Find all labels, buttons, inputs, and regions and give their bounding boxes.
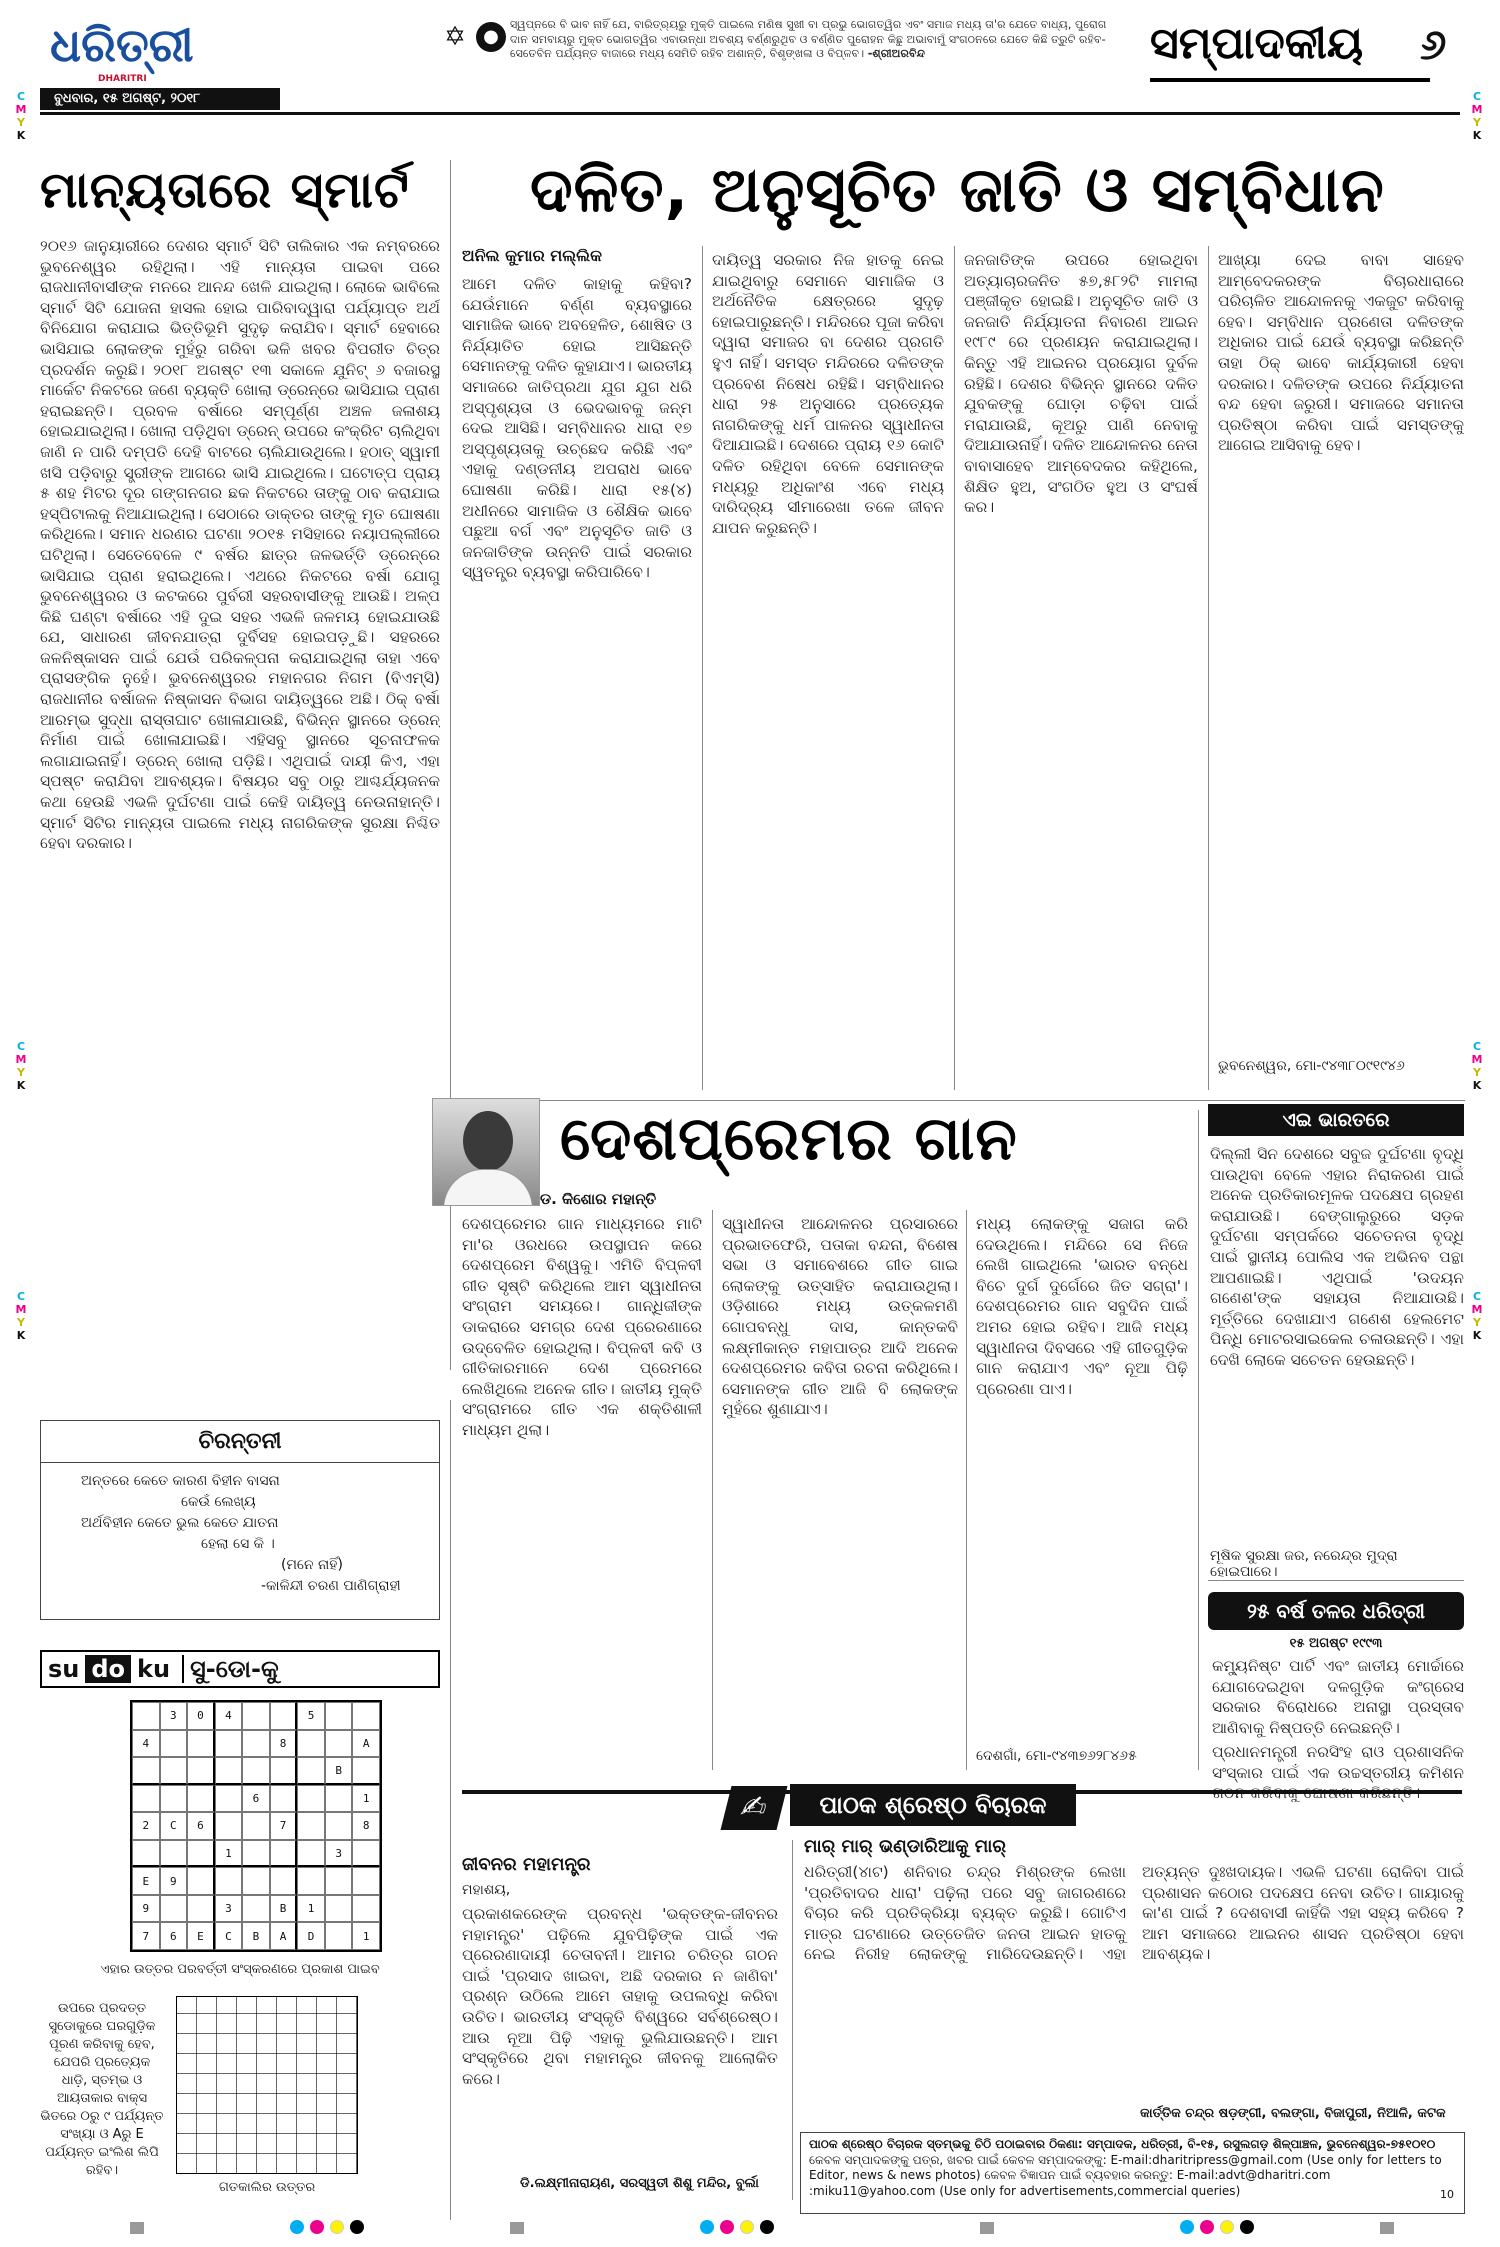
cmyk-marker-right-top: C M Y K — [1471, 90, 1483, 142]
letter-2-body: ଧରିତ୍ରୀ(୪ାଟ) ଶନିବାର ଚନ୍ଦ୍ର ମିଶ୍ରଙ୍କ ଲେଖା 'ପ୍ରତିବାଦର ଧାରା' ପଢ଼ିଲା ପରେ ସବୁ ଜାଗରଣରେ ବିଚାର କରି ପ୍ରତିକ୍ରିୟା ବ୍ୟକ୍ତ କରୁଛି। ଗୋଟିଏ ମାତ୍ର ଘଟଣାରେ ଉତ୍ତେଜିତ ଜନତା ଆଇନ ହାତକୁ ନେଇ ନିରୀହ ଲୋକଙ୍କୁ ମାରିଦେଉଛନ୍ତି। ଏହା ଅତ୍ୟନ୍ତ ଦୁଃଖଦାୟକ। ଏଭଳି ଘଟଣା ରୋକିବା ପାଇଁ ପ୍ରଶାସନ କଠୋର ପଦକ୍ଷେପ ନେବା ଉଚିତ। ଗାୟାରକୁ କା'ଣ ପାଇଁ ? ଦେଶବାସୀ କାହିଁକି ଏହା ସହ୍ୟ କରିବେ ? ଆମ ସମାଜରେ ଆଇନର ଶାସନ ପ୍ରତିଷ୍ଠା ହେବା ଆବଶ୍ୟକ। — [804, 1863, 1464, 1964]
sudoku-cell[interactable] — [325, 1812, 353, 1840]
registration-marks — [0, 2214, 1500, 2244]
sudoku-cell[interactable] — [297, 1867, 325, 1895]
letter-1-salutation: ମହାଶୟ, — [462, 1882, 511, 1898]
sudoku-cell[interactable] — [187, 1785, 215, 1813]
sudoku-cell[interactable]: 1 — [352, 1785, 380, 1813]
sudoku-cell[interactable] — [187, 1895, 215, 1923]
sudoku-cell[interactable]: A — [270, 1922, 298, 1950]
second-body-col1: ଦେଶପ୍ରେମର ଗାନ ମାଧ୍ୟମରେ ମାଟି ମା'ର ଓରଧରେ ଉପସ୍ଥାପନ କରେ ଦେଶପ୍ରେମ ବିଶ୍ୱକୁ। ଏମିତି ବିପ୍ଳବୀ ଗୀତ ସୃଷ୍ଟି କରିଥିଲେ ଆମ ସ୍ୱାଧୀନତା ସଂଗ୍ରାମ ସମୟରେ। ଗାନ୍ଧିଜୀଙ୍କ ଡାକରାରେ ସମଗ୍ର ଦେଶ ପ୍ରେରଣାରେ ଉଦ୍‌ବେଳିତ ହୋଇଥିଲା। ବିପ୍ଳବୀ କବି ଓ ଗୀତିକାରମାନେ ଦେଶ ପ୍ରେମରେ ଲେଖିଥିଲେ ଅନେକ ଗୀତ। ଜାତୀୟ ମୁକ୍ତି ସଂଗ୍ରାମରେ ଗୀତ ଏକ ଶକ୍ତିଶାଳୀ ମାଧ୍ୟମ ଥିଲା। — [462, 1215, 702, 1439]
sudoku-cell[interactable]: 8 — [352, 1812, 380, 1840]
sudoku-cell[interactable]: 3 — [160, 1702, 188, 1730]
author-photo — [432, 1098, 540, 1206]
sudoku-cell[interactable]: 1 — [297, 1895, 325, 1923]
page-number: ୬ — [1420, 20, 1447, 69]
sudoku-cell[interactable]: 0 — [187, 1702, 215, 1730]
sudoku-cell[interactable]: 9 — [132, 1895, 160, 1923]
chirantani-title: ଚିରନ୍ତନୀ — [198, 1429, 282, 1454]
chirantani-line-2: କେଉଁ ଲେଖ୍ୟ — [181, 1494, 256, 1510]
sudoku-cell[interactable] — [242, 1702, 270, 1730]
sudoku-cell[interactable] — [297, 1757, 325, 1785]
letter-1-body: ପ୍ରକାଶକରେଙ୍କ ପ୍ରବନ୍ଧ 'ଭକ୍ତଙ୍କ-ଜୀବନର ମହାମନ୍ତ୍ର' ପଢ଼ିଲେ ଯୁବପିଢ଼ିଙ୍କ ପାଇଁ ଏକ ପ୍ରେରଣାଦାୟୀ ଚେତାବନୀ। ଆମର ଚରିତ୍ର ଗଠନ ପାଇଁ 'ପ୍ରସାଦ ଖାଇବା, ଅଛି ଦରକାର ନ ଜାଣିବା' ପ୍ରଶ୍ନ ଉଠିଲେ ଆମେ ତାହାକୁ ଉପଲବ୍ଧି କରିବା ଉଚିତ। ଭାରତୀୟ ସଂସ୍କୃତି ବିଶ୍ୱରେ ସର୍ବଶ୍ରେଷ୍ଠ। ଆଉ ନୂଆ ପିଢ଼ି ଏହାକୁ ଭୁଲିଯାଉଛନ୍ତି। ଆମ ସଂସ୍କୃତିରେ ଥିବା ମହାମନ୍ତ୍ର ଜୀବନକୁ ଆଲୋକିତ କରେ। — [462, 1905, 778, 2088]
sudoku-cell[interactable] — [297, 1840, 325, 1868]
cmyk-marker-left-top: C M Y K — [15, 90, 27, 142]
letter-2-signature: କାର୍ତ୍ତିକ ଚନ୍ଦ୍ର ଷଡ଼ଙ୍ଗୀ, ବଲଙ୍ଗା, ବିଜାପୁରୀ, ନିଆଳି, କଟକ — [1140, 2106, 1446, 2121]
sudoku-cell[interactable] — [187, 1840, 215, 1868]
sudoku-cell[interactable]: 4 — [215, 1702, 243, 1730]
rule-second-2 — [966, 1210, 967, 1770]
sudoku-cell[interactable]: 9 — [160, 1867, 188, 1895]
sudoku-cell[interactable] — [270, 1840, 298, 1868]
sudoku-cell[interactable] — [242, 1840, 270, 1868]
sudoku-cell[interactable] — [242, 1895, 270, 1923]
letters-footer-box — [800, 2132, 1465, 2214]
sudoku-cell[interactable]: 6 — [187, 1812, 215, 1840]
cmyk-marker-right-mid: C M Y K — [1471, 1040, 1483, 1092]
years-ago-item-1: କମ୍ୟୁନିଷ୍ଟ ପାର୍ଟି ଏବଂ ଜାତୀୟ ମୋର୍ଚ୍ଚାରେ ଯୋଗଦେଇଥିବା ଦଳଗୁଡ଼ିକ କଂଗ୍ରେସ ସରକାର ବିରୋଧରେ ଅନାସ୍ଥା ପ୍ରସ୍ତାବ ଆଣିବାକୁ ନିଷ୍ପତ୍ତି ନେଇଛନ୍ତି। — [1212, 1657, 1464, 1737]
second-body-col2: ସ୍ୱାଧୀନତା ଆନ୍ଦୋଳନର ପ୍ରସାରରେ ପ୍ରଭାତଫେରି, ପତାକା ବନ୍ଦନା, ବିଶେଷ ସଭା ଓ ସମାବେଶରେ ଗୀତ ଗାଇ ଲୋକଙ୍କୁ ଉତ୍ସାହିତ କରାଯାଉଥିଲା। ଓଡ଼ିଶାରେ ମଧ୍ୟ ଉତ୍କଳମଣି ଗୋପବନ୍ଧୁ ଦାସ, କାନ୍ତକବି ଲକ୍ଷ୍ମୀକାନ୍ତ ମହାପାତ୍ର ଆଦି ଅନେକ ଦେଶପ୍ରେମର କବିତା ରଚନା କରିଥିଲେ। ସେମାନଙ୍କ ଗୀତ ଆଜି ବି ଲୋକଙ୍କ ମୁହଁରେ ଶୁଣାଯାଏ। — [722, 1215, 958, 1419]
sudoku-cell[interactable] — [215, 1730, 243, 1758]
chirantani-line-5: (ମନେ ନାହିଁ) — [281, 1557, 343, 1573]
sudoku-cell[interactable]: 6 — [160, 1922, 188, 1950]
cmyk-marker-left-low: C M Y K — [15, 1290, 27, 1342]
masthead-rule — [40, 112, 1460, 115]
e-bharatare-body: ଦିଲ୍ଲୀ ସିନ ଦେଶରେ ସବୁଜ ଦୁର୍ଘଟଣା ବୃଦ୍ଧି ପାଉଥିବା ବେଳେ ଏହାର ନିରାକରଣ ପାଇଁ ଅନେକ ପ୍ରତିକାରମୂଳକ ପଦକ୍ଷେପ ଗ୍ରହଣ କରାଯାଉଛି। ବେଙ୍ଗାଲୁରୁରେ ସଡ଼କ ଦୁର୍ଘଟଣା ସମ୍ପର୍କରେ ସଚେତନତା ବୃଦ୍ଧି ପାଇଁ ସ୍ଥାନୀୟ ପୋଲିସ ଏକ ଅଭିନବ ପନ୍ଥା ଆପଣାଇଛି। ଏଥିପାଇଁ 'ଉଦୟନ ଗଣେଶ'ଙ୍କ ସହାୟତା ନିଆଯାଉଛି। ମୂର୍ତ୍ତିରେ ଦେଖାଯାଏ ଗଣେଶ ହେଲମେଟ ପିନ୍ଧି ମୋଟରସାଇକେଲ ଚଳାଉଛନ୍ତି। ଏହା ଦେଖି ଲୋକେ ସଚେତନ ହେଉଛନ୍ତି। — [1210, 1145, 1464, 1369]
sudoku-cell[interactable]: B — [270, 1895, 298, 1923]
sudoku-cell[interactable]: 3 — [325, 1840, 353, 1868]
sudoku-cell[interactable] — [132, 1702, 160, 1730]
sudoku-cell[interactable] — [160, 1840, 188, 1868]
rule-main-3 — [1208, 246, 1209, 1090]
page-footer-number: 10 — [1440, 2188, 1454, 2201]
sudoku-cell[interactable] — [325, 1867, 353, 1895]
sudoku-cell[interactable]: 2 — [132, 1812, 160, 1840]
chirantani-line-1: ଅନ୍ତରେ କେତେ କାରଣ ବିହୀନ ବାସନା — [81, 1473, 280, 1489]
sudoku-cell[interactable] — [352, 1757, 380, 1785]
date-bar: ବୁଧବାର, ୧୫ ଅଗଷ୍ଟ, ୨୦୧୮ — [40, 88, 280, 110]
sudoku-cell[interactable] — [325, 1895, 353, 1923]
main-body-col3: ଜନଜାତିଙ୍କ ଉପରେ ହୋଇଥିବା ଅତ୍ୟାଚାରଜନିତ ୫୭,୫୮୨ଟି ମାମଲା ପଞ୍ଜୀକୃତ ହୋଇଛି। ଅନୁସୂଚିତ ଜାତି ଓ ଜନଜାତି ନିର୍ଯ୍ୟାତନା ନିବାରଣ ଆଇନ ୧୯୮୯ ରେ ପ୍ରଣୟନ କରାଯାଇଥିଲା। କିନ୍ତୁ ଏହି ଆଇନର ପ୍ରୟୋଗ ଦୁର୍ବଳ ରହିଛି। ଦେଶର ବିଭିନ୍ନ ସ୍ଥାନରେ ଦଳିତ ଯୁବକଙ୍କୁ ଘୋଡ଼ା ଚଢ଼ିବା ପାଇଁ ମରାଯାଉଛି, କୂଅରୁ ପାଣି ନେବାକୁ ଦିଆଯାଉନାହିଁ। ଦଳିତ ଆନ୍ଦୋଳନର ନେତା ବାବାସାହେବ ଆମ୍ବେଦକର କହିଥିଲେ, ଶିକ୍ଷିତ ହୁଅ, ସଂଗଠିତ ହୁଅ ଓ ସଂଘର୍ଷ କର। — [964, 251, 1198, 517]
sudoku-answer-label: ଗତକାଲିର ଉତ୍ତର — [218, 2180, 316, 2195]
years-ago-header: ୨୫ ବର୍ଷ ତଳର ଧରିତ୍ରୀ — [1208, 1592, 1464, 1630]
editorial-headline: ମାନ୍ୟତାରେ ସ୍ମାର୍ଟ — [40, 161, 410, 219]
sudoku-cell[interactable]: 4 — [132, 1730, 160, 1758]
sudoku-note: ଏହାର ଉତ୍ତର ପରବର୍ତ୍ତୀ ସଂସ୍କରଣରେ ପ୍ରକାଶ ପାଇବ — [100, 1962, 380, 1977]
main-body-col2: ଦାୟିତ୍ୱ ସରକାର ନିଜ ହାତକୁ ନେଇ ଯାଇଥିବାରୁ ସେମାନେ ସାମାଜିକ ଓ ଅର୍ଥନୈତିକ କ୍ଷେତ୍ରରେ ସୁଦୃଢ଼ ହୋଇପାରୁଛନ୍ତି। ମନ୍ଦିରରେ ପୂଜା କରିବା ଦ୍ୱାରା ସମାଜର ବା ଦେଶର ପ୍ରଗତି ହୁଏ ନାହିଁ। ସମସ୍ତ ମନ୍ଦିରରେ ଦଳିତଙ୍କ ପ୍ରବେଶ ନିଷେଧ ରହିଛି। ସମ୍ବିଧାନର ଧାରା ୨୫ ଅନୁସାରେ ପ୍ରତ୍ୟେକ ନାଗରିକଙ୍କୁ ଧର୍ମ ପାଳନର ସ୍ୱାଧୀନତା ଦିଆଯାଇଛି। ଦେଶରେ ପ୍ରାୟ ୧୬ କୋଟି ଦଳିତ ରହିଥିବା ବେଳେ ସେମାନଙ୍କ ମଧ୍ୟରୁ ଅଧିକାଂଶ ଏବେ ମଧ୍ୟ ଦାରିଦ୍ର୍ୟ ସୀମାରେଖା ତଳେ ଜୀବନ ଯାପନ କରୁଛନ୍ତି। — [712, 251, 944, 537]
masthead-circle-icon: ● — [476, 22, 506, 52]
sudoku-cell[interactable] — [325, 1702, 353, 1730]
sudoku-cell[interactable] — [132, 1840, 160, 1868]
chirantani-line-4: ହେଲା ସେ କି । — [201, 1536, 275, 1552]
sudoku-cell[interactable] — [187, 1867, 215, 1895]
cmyk-marker-left-mid: C M Y K — [15, 1040, 27, 1092]
years-ago-date: ୧୫ ଅଗଷ୍ଟ ୧୯୯୩ — [1289, 1636, 1383, 1651]
main-body-col1: ଆମେ ଦଳିତ କାହାକୁ କହିବା? ଯେଉଁମାନେ ବର୍ଣ୍ଣ ବ୍ୟବସ୍ଥାରେ ସାମାଜିକ ଭାବେ ଅବହେଳିତ, ଶୋଷିତ ଓ ନିର୍ଯ୍ୟାତିତ ହୋଇ ଆସିଛନ୍ତି ସେମାନଙ୍କୁ ଦଳିତ କୁହାଯାଏ। ଭାରତୀୟ ସମାଜରେ ଜାତିପ୍ରଥା ଯୁଗ ଯୁଗ ଧରି ଅସ୍ପୃଶ୍ୟତା ଓ ଭେଦଭାବକୁ ଜନ୍ମ ଦେଇ ଆସିଛି। ସମ୍ବିଧାନର ଧାରା ୧୭ ଅସ୍ପୃଶ୍ୟତାକୁ ଉଚ୍ଛେଦ କରିଛି ଏବଂ ଏହାକୁ ଦଣ୍ଡନୀୟ ଅପରାଧ ଭାବେ ଘୋଷଣା କରିଛି। ଧାରା ୧୫(୪) ଅଧୀନରେ ସାମାଜିକ ଓ ଶୈକ୍ଷିକ ଭାବେ ପଛୁଆ ବର୍ଗ ଏବଂ ଅନୁସୂଚିତ ଜାତି ଓ ଜନଜାତିଙ୍କ ଉନ୍ନତି ପାଇଁ ସରକାର ସ୍ୱତନ୍ତ୍ର ବ୍ୟବସ୍ଥା କରିପାରିବେ। — [462, 275, 692, 582]
section-title: ସମ୍ପାଦକୀୟ — [1150, 18, 1430, 82]
sudoku-cell[interactable] — [242, 1867, 270, 1895]
sudoku-cell[interactable]: 7 — [270, 1812, 298, 1840]
sudoku-cell[interactable] — [132, 1785, 160, 1813]
letters-section-title: ପାଠକ ଶ୍ରେଷ୍ଠ ବିଚାରକ — [790, 1784, 1076, 1826]
chirantani-line-3: ଅର୍ଥବିହୀନ କେତେ ଭୁଲ କେତେ ଯାତନା — [81, 1515, 279, 1531]
sudoku-cell[interactable] — [297, 1812, 325, 1840]
sudoku-cell[interactable]: 7 — [132, 1922, 160, 1950]
years-ago-item-2: ପ୍ରଧାନମନ୍ତ୍ରୀ ନରସିଂହ ରାଓ ପ୍ରଶାସନିକ ସଂସ୍କାର ପାଇଁ ଏକ ଉଚ୍ଚସ୍ତରୀୟ କମିଶନ — [1212, 1743, 1464, 1782]
sudoku-cell[interactable] — [242, 1812, 270, 1840]
masthead-emblem-icon: ✡ — [444, 22, 466, 52]
sudoku-cell[interactable]: 6 — [242, 1785, 270, 1813]
sudoku-grid[interactable] — [130, 1700, 382, 1952]
letters-footer-email-1[interactable]: କେବଳ ସମ୍ପାଦକଙ୍କୁ ପତ୍ର, ଖବର ପାଇଁ କେବଳ ସମ୍ପାଦକଙ୍କୁ: E-mail:dharitripress@gmail.com (Use only for letters to Editor, news & news photos) କେବଳ ବିଜ୍ଞାପନ ପାଇଁ ବ୍ୟବହାର କରନ୍ତୁ: E-mail:advt@dharitri.com — [809, 2152, 1442, 2182]
main-body-col4: ଆଖ୍ୟା ଦେଇ ବାବା ସାହେବ ଆମ୍ବେଦକରଙ୍କ ବିଚାରଧାରାରେ ପରିଚାଳିତ ଆନ୍ଦୋଳନକୁ ଏକଜୁଟ କରିବାକୁ ହେବ। ସମ୍ବିଧାନ ପ୍ରଣେତା ଦଳିତଙ୍କ ଅଧିକାର ପାଇଁ ଯେଉଁ ବ୍ୟବସ୍ଥା କରିଛନ୍ତି ତାହା ଠିକ୍ ଭାବେ କାର୍ଯ୍ୟକାରୀ ହେବା ଦରକାର। ଦଳିତଙ୍କ ଉପରେ ନିର୍ଯ୍ୟାତନା ବନ୍ଦ ହେବା ଜରୁରୀ। ସମାଜରେ ସମାନତା ପ୍ରତିଷ୍ଠା କରିବା ପାଇଁ ସମସ୍ତଙ୍କୁ ଆଗେଇ ଆସିବାକୁ ହେବ। — [1218, 251, 1464, 455]
sudoku-cell[interactable] — [352, 1840, 380, 1868]
sudoku-cell[interactable] — [270, 1867, 298, 1895]
second-body-col3: ମଧ୍ୟ ଲୋକଙ୍କୁ ସଜାଗ କରି ଦେଉଥିଲେ। ମନ୍ଦିରେ ସେ ନିଜେ ଲେଖି ଗାଇଥିଲେ 'ଭାରତ ବନ୍ଧେ ବିଚେ ଦୁର୍ଗ ଦୁର୍ଗେରେ ଜିତ ସଗ୍ରା'। ଦେଶପ୍ରେମର ଗାନ ସବୁଦିନ ପାଇଁ ଅମର ହୋଇ ରହିବ। ଆଜି ମଧ୍ୟ ସ୍ୱାଧୀନତା ଦିବସରେ ଏହି ଗୀତଗୁଡ଼ିକ ଗାନ କରାଯାଏ ଏବଂ ନୂଆ ପିଢ଼ି ପ୍ରେରଣା ପାଏ। — [976, 1215, 1188, 1398]
main-signature: ଭୁବନେଶ୍ୱର, ମୋ-୯୪୩୮୦୯୧୯୪୬ — [1218, 1058, 1405, 1074]
sudoku-cell[interactable] — [215, 1812, 243, 1840]
sudoku-cell[interactable] — [215, 1757, 243, 1785]
letters-footer-email-2[interactable]: :miku11@yahoo.com (Use only for advertisements,commercial queries) — [809, 2183, 1241, 2198]
logo[interactable]: ଧରିତ୍ରୀ — [50, 18, 194, 72]
rule-main-2 — [954, 246, 955, 1090]
rule-main-1 — [702, 246, 703, 1090]
sudoku-cell[interactable]: E — [132, 1867, 160, 1895]
sudoku-cell[interactable] — [352, 1702, 380, 1730]
sudoku-cell[interactable]: C — [215, 1922, 243, 1950]
sudoku-cell[interactable] — [160, 1785, 188, 1813]
masthead — [40, 14, 1480, 114]
sudoku-cell[interactable] — [297, 1785, 325, 1813]
sudoku-instructions: ଉପରେ ପ୍ରଦତ୍ତ ସୁଡୋକୁରେ ଘରଗୁଡ଼ିକ ପୂରଣ କରିବାକୁ ହେବ, ଯେପରି ପ୍ରତ୍ୟେକ ଧାଡ଼ି, ସ୍ତମ୍ଭ ଓ ଆୟତାକାର ବାକ୍ସ ଭିତରେ ୦ରୁ ୯ ପର୍ଯ୍ୟନ୍ତ ସଂଖ୍ୟା ଓ Aରୁ E ପର୍ଯ୍ୟନ୍ତ ଇଂଲିଶ ଲିପି ରହିବ। — [40, 2001, 164, 2178]
main-author: ଅନିଲ କୁମାର ମଲ୍ଲିକ — [462, 246, 602, 265]
sudoku-cell[interactable]: D — [297, 1922, 325, 1950]
sudoku-cell[interactable]: C — [160, 1812, 188, 1840]
rule-lower-left — [450, 1400, 451, 2220]
sudoku-cell[interactable] — [325, 1785, 353, 1813]
quote-text: ସ୍ୱପ୍ନରେ ବି ଭାବ ନାହିଁ ଯେ, ବାରିତ୍ର୍ୟରୁ ମୁକ୍ତି ପାଇଲେ ମଣିଷ ସୁଖୀ ବା ପ୍ରଭୁ ଭୋଗତ୍ୱିର ଏବଂ ସମାଜ ମଧ୍ୟ ତା'ର ଯେତେ ବାଧ୍ୟ, ପୁରୋଗ ଦାନ ସମବାୟରୁ ମୁକ୍ତ ଭୋଗତ୍ୱିର ଏବାଉନ୍ଧା ଅବଶ୍ୟ ବର୍ଣ୍ଣରୁଥିବ ଓ ବର୍ଣ୍ଣିତ ପୁରୋହନ କିଛୁ ଅଭାବାମୁଁ ସଂଗଠନରେ ଯେତେ କିଛି ତ୍ରୁଟି ରହିବ- ସେତେବିନ ପର୍ଯ୍ୟନ୍ତ ବାଜାରେ ମଧ୍ୟ ସେମିତି ରହିବ ଅଶାନ୍ତି, ବିଶୃଙ୍ଖଳା ଓ ବିପ୍ଳବ। -ଶ୍ରୀଅରବିନ୍ଦ — [510, 18, 1107, 60]
sudoku-cell[interactable] — [242, 1730, 270, 1758]
sudoku-answer-grid — [176, 1996, 358, 2174]
sudoku-cell[interactable] — [215, 1867, 243, 1895]
rule-second-3 — [1198, 1110, 1199, 1770]
sudoku-cell[interactable]: 1 — [352, 1922, 380, 1950]
sudoku-cell[interactable] — [132, 1757, 160, 1785]
sudoku-cell[interactable]: 8 — [270, 1730, 298, 1758]
cmyk-marker-right-low: C M Y K — [1471, 1290, 1483, 1342]
sudoku-title: su do ku ସୁ-ଡୋ-କୁ — [40, 1650, 440, 1688]
letter-1-signature: ଡି.ଲକ୍ଷ୍ମୀନାରାୟଣ, ସରସ୍ୱତୀ ଶିଶୁ ମନ୍ଦିର, ବୁର୍ଲା — [520, 2176, 759, 2191]
letter-1-title: ଜୀବନର ମହାମନ୍ତ୍ର — [462, 1854, 591, 1875]
chirantani-author: -କାଳିନ୍ଦୀ ଚରଣ ପାଣିଗ୍ରାହୀ — [261, 1578, 401, 1594]
chirantani-box — [40, 1420, 440, 1620]
sudoku-cell[interactable] — [160, 1895, 188, 1923]
rule-e-bharatare-bottom — [1208, 1580, 1464, 1581]
sudoku-cell[interactable]: B — [325, 1757, 353, 1785]
sudoku-cell[interactable] — [352, 1867, 380, 1895]
second-headline: ଦେଶପ୍ରେମର ଗାନ — [560, 1104, 1018, 1174]
sudoku-cell[interactable] — [242, 1757, 270, 1785]
letters-pen-icon: ✍ — [721, 1786, 788, 1830]
sudoku-cell[interactable] — [270, 1702, 298, 1730]
second-signature: ଦେଶଗାଁ, ମୋ-୯୪୩୭୬୨୮୪୬୫ — [976, 1748, 1137, 1764]
rule-letters-1 — [792, 1840, 793, 2200]
sudoku-cell[interactable] — [297, 1730, 325, 1758]
second-author: ଡ. କିଶୋର ମହାନ୍ତି — [540, 1190, 657, 1208]
sudoku-cell[interactable] — [187, 1757, 215, 1785]
sudoku-cell[interactable] — [270, 1785, 298, 1813]
logo-sub: DHARITRI — [98, 74, 147, 84]
sudoku-cell[interactable] — [160, 1730, 188, 1758]
sudoku-cell[interactable]: E — [187, 1922, 215, 1950]
rule-second-1 — [712, 1210, 713, 1770]
sudoku-cell[interactable] — [187, 1730, 215, 1758]
main-headline: ଦଳିତ, ଅନୁସୂଚିତ ଜାତି ଓ ସମ୍ବିଧାନ — [530, 153, 1385, 226]
letter-2-title: ମାର୍ ମାର୍ ଭଣ୍ଡାରିଆକୁ ମାର୍ — [804, 1836, 1007, 1857]
letters-footer-address: ପାଠକ ଶ୍ରେଷ୍ଠ ବିଚାରକ ସ୍ତମ୍ଭକୁ ଚିଠି ପଠାଇବାର ଠିକଣା: ସମ୍ପାଦକ, ଧରିତ୍ରୀ, ବି-୧୫, ରସୁଲଗଡ଼ ଶିଳ୍ପାଞ୍ଚଳ, ଭୁବନେଶ୍ୱର-୭୫୧୦୧୦ — [809, 2137, 1436, 2151]
sudoku-cell[interactable] — [270, 1757, 298, 1785]
sudoku-cell[interactable] — [325, 1730, 353, 1758]
e-bharatare-signature: ମୂଷିକ ସୁରକ୍ଷା ଜର, ନରେନ୍ଦ୍ର ମୁଦ୍ରା ହୋଇପାରେ। — [1210, 1548, 1398, 1580]
e-bharatare-header: ଏଇ ଭାରତରେ — [1208, 1104, 1464, 1136]
sudoku-cell[interactable] — [352, 1895, 380, 1923]
sudoku-cell[interactable]: B — [242, 1922, 270, 1950]
sudoku-cell[interactable]: 1 — [215, 1840, 243, 1868]
sudoku-cell[interactable] — [215, 1785, 243, 1813]
sudoku-cell[interactable] — [160, 1757, 188, 1785]
sudoku-cell[interactable]: 5 — [297, 1702, 325, 1730]
sudoku-cell[interactable]: A — [352, 1730, 380, 1758]
editorial-body: ୨୦୧୬ ଜାନୁୟାରୀରେ ଦେଶର ସ୍ମାର୍ଟ ସିଟି ତାଲିକାର ଏକ ନମ୍ବରରେ ଭୁବନେଶ୍ୱର ରହିଥିଲା। ଏହି ମାନ୍ୟତା ପାଇବା ପରେ ରାଜଧାନୀବାସୀଙ୍କ ମନରେ ଆନନ୍ଦ ଖେଳି ଯାଇଥିଲା। ଲୋକେ ଭାବିଲେ ସ୍ମାର୍ଟ ସିଟି ଯୋଜନା ହାସଲ ହୋଇ ପାରିବାଦ୍ୱାରା ପର୍ଯ୍ୟାପ୍ତ ଅର୍ଥ ବିନିଯୋଗ କରାଯାଇ ଭିତ୍ତିଭୂମି ସୁଦୃଢ଼ କରାଯିବ। ସ୍ମାର୍ଟ ହେବାରେ ଭାସିଯାଇ ଲୋକଙ୍କ ମୁହଁରୁ ଗରିବା ଭଳି ଖବର ବିପରୀତ ଚିତ୍ର ପ୍ରଦର୍ଶନ କରୁଛି। ୨୦୧୮ ଅଗଷ୍ଟ ୧୩ ସକାଳେ ଯୁନିଟ୍ ୬ ବଜାରସ୍ଥ ମାର୍କେଟ ନିକଟରେ ଜଣେ ବ୍ୟକ୍ତି ଖୋଲା ଡ୍ରେନ୍‌ରେ ଭାସିଯାଇ ପ୍ରାଣ ହରାଇଛନ୍ତି। ପ୍ରବଳ ବର୍ଷାରେ ସମ୍ପୂର୍ଣ୍ଣ ଅଞ୍ଚଳ ଜଳାଶୟ ହୋଇଯାଇଥିଲା। ଖୋଲା ପଡ଼ିଥିବା ଡ୍ରେନ୍ ଉପରେ କଂକ୍ରିଟ ଚାଲିଥିବା ଜାଣି ନ ପାରି ଦମ୍ପତି ଦେହି ବାଟରେ ଚାଲିଯାଉଥିଲେ। ହଠାତ୍ ସ୍ୱାମୀ ଖସି ପଡ଼ିବାରୁ ସ୍ତ୍ରୀଙ୍କ ଆଗରେ ଭାସି ଯାଇଥିଲେ। ଘଟୋତ୍ପ ପ୍ରାୟ ୫ ଶହ ମିଟର ଦୂର ଗଙ୍ଗନଗର ଛକ ନିକଟରେ ତାଙ୍କୁ ଠାବ କରାଯାଇ ହସ୍ପିଟାଲକୁ ନିଆଯାଇଥିଲା। ସେଠାରେ ଡାକ୍ତର ତାଙ୍କୁ ମୃତ ଘୋଷଣା କରିଥିଲେ। ସମାନ ଧରଣର ଘଟଣା ୨୦୧୫ ମସିହାରେ ନୟାପଲ୍ଲୀରେ ଘଟିଥିଲା। ସେତେବେଳେ ୯ ବର୍ଷର ଛାତ୍ର ଜଳଭର୍ତ୍ତି ଡ୍ରେନ୍‌ରେ ଭାସିଯାଇ ପ୍ରାଣ ହରାଇଥିଲେ। ଏଥରେ ନିକଟରେ ବର୍ଷା ଯୋଗୁ ଭୁବନେଶ୍ୱରର ଓ କଟକରେ ପୁର୍ବରୀ ସହରବାସୀଙ୍କୁ ଆଉଛି। ଅଳ୍ପ କିଛି ଘଣ୍ଟା ବର୍ଷାରେ ଏହି ଦୁଇ ସହର ଏଭଳି ଜଳମୟ ହୋଇଯାଉଛି ଯେ, ସାଧାରଣ ଜୀବନଯାତ୍ରା ଦୁର୍ବିସହ ହୋଇପଡ଼ୁଛି। ସହରରେ ଜଳନିଷ୍କାସନ ପାଇଁ ଯେଉଁ ପରିକଳ୍ପନା କରାଯାଇଥିଲା ତାହା ଏବେ ପ୍ରାସଙ୍ଗିକ ନୁହେଁ। ଭୁବନେଶ୍ୱରର ମହାନଗର ନିଗମ (ବିଏମ୍‌ସି) ରାଜଧାନୀର ବର୍ଷାଜଳ ନିଷ୍କାସନ ବିଭାଗ ଦାୟିତ୍ୱରେ ଅଛି। ଠିକ୍ ବର୍ଷା ଆରମ୍ଭ ସୁଦ୍ଧା ରାସ୍ତାଘାଟ ଖୋଳାଯାଉଛି, ବିଭିନ୍ନ ସ୍ଥାନରେ ଡ୍ରେନ୍ ନିର୍ମାଣ ପାଇଁ ଖୋଳାଯାଇଛି। ଏହିସବୁ ସ୍ଥାନରେ ସୂଚନାଫଳକ ଲଗାଯାଇନାହିଁ। ଡ୍ରେନ୍ ଖୋଲା ପଡ଼ିଛି। ଏଥିପାଇଁ ଦାୟୀ କିଏ, ଏହା ସ୍ପଷ୍ଟ କରାଯିବା ଆବଶ୍ୟକ। ବିଷୟର ସବୁ ଠାରୁ ଆଶ୍ଚର୍ଯ୍ୟଜନକ କଥା ହେଉଛି ଏଭଳି ଦୁର୍ଘଟଣା ପାଇଁ କେହି ଦାୟିତ୍ୱ ନେଉନାହାନ୍ତି। ସ୍ମାର୍ଟ ସିଟିର ମାନ୍ୟତା ପାଇଲେ ମଧ୍ୟ ନାଗରିକଙ୍କ ସୁରକ୍ଷା ନିଶ୍ଚିତ ହେବା ଦରକାର। — [40, 237, 440, 853]
sudoku-cell[interactable]: 3 — [215, 1895, 243, 1923]
sudoku-cell[interactable] — [325, 1922, 353, 1950]
